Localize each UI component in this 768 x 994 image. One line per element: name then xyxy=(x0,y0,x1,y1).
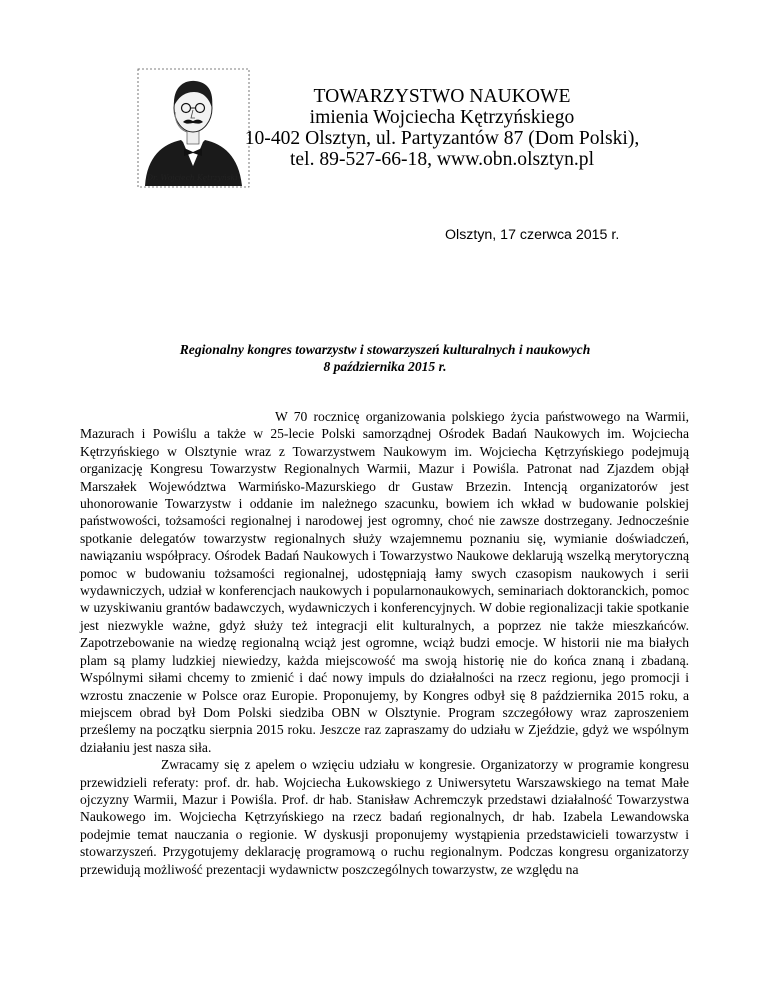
org-address: 10-402 Olsztyn, ul. Partyzantów 87 (Dom Polski), xyxy=(244,128,640,149)
document-title xyxy=(80,341,690,375)
title-line-1: Regionalny kongres towarzystw i stowarzyszeń kulturalnych i naukowych xyxy=(179,342,591,357)
letter-body xyxy=(80,408,689,878)
org-patron: imienia Wojciecha Kętrzyńskiego xyxy=(309,107,575,128)
organization-header xyxy=(243,86,641,170)
portrait-illustration xyxy=(137,68,250,188)
date-line: Olsztyn, 17 czerwca 2015 r. xyxy=(445,227,620,243)
portrait-logo xyxy=(137,68,250,188)
org-contact: tel. 89-527-66-18, www.obn.olsztyn.pl xyxy=(289,149,595,170)
portrait-signature: Dr. Wojciech Kętrzyński xyxy=(147,173,238,182)
body-paragraph-1: W 70 rocznicę organizowania polskiego życia państwowego na Warmii, Mazurach i Powiślu a także w 25-lecie Polski samorządnej Ośrodek Badań Naukowych im. Wojciecha Kętrzyńskiego w Olsztynie wraz z Towarzystwem Naukowym im. Wojciecha Kętrzyńskiego podejmują organizację Kongresu Towarzystw Regionalnych Warmii, Mazur i Powiśla. Patronat nad Zjazdem objął Marszałek Województwa Warmińsko-Mazurskiego dr Gustaw Brzezin. Intencją organizatorów jest uhonorowanie Towarzystw i oddanie im należnego szacunku, bowiem ich wkład w budowanie polskiej państwowości, tożsamości regionalnej i narodowej jest ogromny, choć nie zawsze dostrzegany. Jednocześnie spotkanie delegatów towarzystw regionalnych służy wzajemnemu poznaniu się, wymianie doświadczeń, nawiązaniu współpracy. Ośrodek Badań Naukowych i Towarzystwo Naukowe deklarują wszelką merytoryczną pomoc w budowaniu tożsamości regionalnej, udostępniają łamy swych czasopism naukowych i serii wydawniczych, udział w konferencjach naukowych i popularnonaukowych, seminariach doktoranckich, pomoc w uzyskiwaniu grantów badawczych, wydawniczych i konferencyjnych. W dobie regionalizacji takie spotkanie jest niezwykle ważne, gdyż służy też integracji elit kulturalnych, a poprzez nie także mieszkańców. Zapotrzebowanie na wiedzę regionalną wciąż jest ogromne, wciąż budzi emocje. W historii nie ma białych plam są plamy ludzkiej niewiedzy, każda miejscowość ma swoją historię nie do końca znaną i zbadaną. Wspólnymi siłami chcemy to zmienić i dać nowy impuls do działalności na rzecz regionu, jego promocji i wzrostu znaczenie w Polsce oraz Europie. Proponujemy, by Kongres odbył się 8 października 2015 roku, a miejscem obrad był Dom Polski siedziba OBN w Olsztynie. Program szczegółowy wraz zaproszeniem prześlemy na początku sierpnia 2015 roku. Jeszcze raz zapraszamy do udziału w Zjeździe, gdyż we wspólnym działaniu jest nasza siła. xyxy=(80,409,689,755)
org-name: TOWARZYSTWO NAUKOWE xyxy=(313,86,571,107)
body-paragraph-2: Zwracamy się z apelem o wzięciu udziału w kongresie. Organizatorzy w programie kongresu przewidzieli referaty: prof. dr. hab. Wojciecha Łukowskiego z Uniwersytetu Warszawskiego na temat Małe ojczyzny Warmii, Mazur i Powiśla. Prof. dr hab. Stanisław Achremczyk przedstawi działalność Towarzystwa Naukowego im. Wojciecha Kętrzyńskiego na rzecz badań regionalnych, dr hab. Izabela Lewandowska podejmie temat nauczania o regionie. W dyskusji proponujemy wystąpienia przedstawicieli towarzystw i stowarzyszeń. Przygotujemy deklarację programową o ruchu regionalnym. Podczas kongresu organizatorzy przewidują możliwość prezentacji wydawnictw poszczególnych towarzystw, ze względu na xyxy=(80,757,689,877)
title-line-2: 8 października 2015 r. xyxy=(323,359,447,374)
